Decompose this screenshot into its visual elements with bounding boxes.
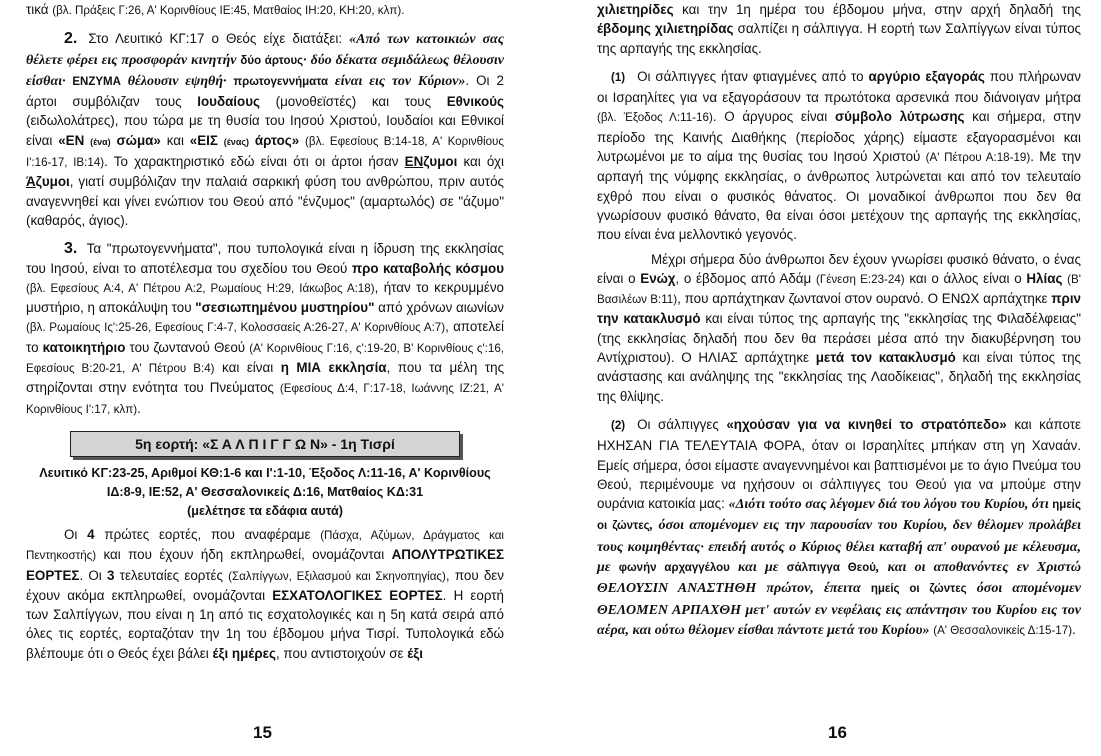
left-line-1: τικά (βλ. Πράξεις Γ:26, Α' Κορινθίους ΙΕ:45, Ματθαίος ΙΗ:20, ΚΗ:20, κλπ).	[26, 2, 405, 17]
left-paragraph-feasts: Οι 4 πρώτες εορτές, που αναφέραμε (Πάσχα, Αζύμων, Δράγματος και Πεντηκοστής) και που έχουν ήδη εκπληρωθεί, ονομάζονται ΑΠΟΛΥΤΡΩΤΙΚΕΣ ΕΟΡΤΕΣ. Οι 3 τελευταίες εορτές (Σαλπίγγων, Εξιλασμού και Σκηνοπηγίας), που δεν έχουν ακόμα εκπληρωθεί, ονομάζονται ΕΣΧΑΤΟΛΟΓΙΚΕΣ ΕΟΡΤΕΣ. Η εορτή των Σαλπίγγων, που είναι η 1η από τις εσχατολογικές και η 5η κατά σειρά από όλες τις εορτές, εορταζόταν την 1η του έβδομου μήνα Τισρί. Τυπολογικά εδώ βλέπουμε ότι ο Θεός έχει βάλει έξι ημέρες, που αντιστοιχούν σε έξι	[26, 526, 505, 661]
right-paragraph-enoch-elijah: Μέχρι σήμερα δύο άνθρωποι δεν έχουν γνωρίσει φυσικό θάνατο, ο ένας είναι ο Ενώχ, ο έβδομος από Αδάμ (Γένεση Ε:23-24) και ο άλλος είναι ο Ηλίας (Β' Βασιλέων Β:11), που αρπάχτηκαν ζωντανοί στον ουρανό. Ο ΕΝΩΧ αρπάχτηκε πριν την κατακλυσμό και είναι τύπος της αρπαγής της "εκκλησίας της Φιλαδέλφειας" (της εκκλησίας δηλαδή που δεν θα περάσει μέσα από την διακυβέρνηση του Αντίχριστου). Ο ΗΛΙΑΣ αρπάχτηκε μετά τον κατακλυσμό και είναι τύπος της ανάστασης και ανάληψης της "εκκλησίας της Λαοδίκειας", δηλαδή της εκκλησίας της θλίψης.	[597, 251, 1082, 404]
right-page	[597, 0, 1081, 640]
left-page	[26, 0, 504, 663]
feast-heading-box: 5η εορτή: «Σ Α Λ Π Ι Γ Γ Ω Ν» - 1η Τισρί	[70, 431, 460, 457]
right-paragraph-point-2: (2) Οι σάλπιγγες «ηχούσαν για να κινηθεί το στρατόπεδο» και κάποτε ΗΧΗΣΑΝ ΓΙΑ ΤΕΛΕΥΤΑΙΑ ΦΟΡΑ, όταν οι Ισραηλίτες μπήκαν στη γη Χαναάν. Εμείς σήμερα, όσοι είμαστε αναγεννημένοι και βαπτισμένοι με το άγιο Πνεύμα του Θεού, περιμένουμε να ηχήσουν οι σάλπιγγες του Θεού για να μπούμε στην ουράνια κατοικία μας: «Διότι τούτο σας λέγομεν διά του λόγου του Κυρίου, ότι ημείς οι ζώντες, όσοι απομένομεν εις την παρουσίαν του Κυρίου, δεν θέλομεν προλάβει τους κοιμηθέντας· επειδή αυτός ο Κύριος θέλει καταβή απ' ουρανού με κέλευσμα, με φωνήν αρχαγγέλου και με σάλπιγγα Θεού, και οι αποθανόντες εν Χριστώ ΘΕΛΟΥΣΙΝ ΑΝΑΣΤΗΘΗ πρώτον, έπειτα ημείς οι ζώντες όσοι απομένομεν ΘΕΛΟΜΕΝ ΑΡΠΑΧΘΗ μετ' αυτών εν νεφέλαις εις απάντησιν του Κυρίου εις τον αέρα, και ούτω θέλομεν είσθαι πάντοτε μετά του Κυρίου» (Α' Θεσσαλονικείς Δ:15-17).	[597, 416, 1082, 638]
page-number-left: 15	[253, 723, 272, 742]
right-paragraph-1: χιλιετηρίδες και την 1η ημέρα του έβδομου μήνα, στην αρχή δηλαδή της έβδομης χιλιετηρίδας σαλπίζει η σάλπιγγα. Η εορτή των Σαλπίγγων είναι τύπος της αρπαγής της εκκλησίας.	[597, 2, 1081, 56]
left-paragraph-3: 3. Τα "πρωτογεννήματα", που τυπολογικά είναι η ίδρυση της εκκλησίας του Ιησού, είναι το αποτέλεσμα του σχεδίου του Θεού προ καταβολής κόσμου (βλ. Εφεσίους Α:4, Α' Πέτρου Α:2, Ρωμαίους Η:29, Ιάκωβος Α:18), ήταν το κεκρυμμένο μυστήριο, η αποκάλυψη του "σεσιωπημένου μυστηρίου" από χρόνων αιωνίων (βλ. Ρωμαίους Ις':25-26, Εφεσίους Γ:4-7, Κολοσσαείς Α:26-27, Α' Κορινθίους Α:7), αποτελεί το κατοικητήριο του ζωντανού Θεού (Α' Κορινθίους Γ:16, ς':19-20, Β' Κορινθίους ς':16, Εφεσίους Β:20-21, Α' Πέτρου Β:4) και είναι η ΜΙΑ εκκλησία, που τα μέλη της στηρίζονται στην ενότητα του Πνεύματος (Εφεσίους Δ:4, Γ:17-18, Ιωάννης ΙΖ:21, Α' Κορινθίους Ι':17, κλπ).	[26, 240, 505, 416]
left-paragraph-2: 2. Στο Λευιτικό ΚΓ:17 ο Θεός είχε διατάξει: «Από των κατοικιών σας θέλετε φέρει εις προσφοράν κινητήν δύο άρτους· δύο δέκατα σεμιδάλεως θέλουσιν είσθαι· ΕΝΖΥΜΑ θέλουσιν εψηθή· πρωτογεννήματα είναι εις τον Κύριον». Οι 2 άρτοι συμβόλιζαν τους Ιουδαίους (μονοθεϊστές) και τους Εθνικούς (ειδωλολάτρες), που τώρα με τη θυσία του Ιησού Χριστού, Ιουδαίοι και Εθνικοί είναι «ΕΝ (ένα) σώμα» και «ΕΙΣ (ένας) άρτος» (βλ. Εφεσίους Β:14-18, Α' Κορινθίους Ι':16-17, ΙΒ:14). Το χαρακτηριστικό εδώ είναι ότι οι άρτοι ήσαν ΕΝζυμοι και όχι Άζυμοι, γιατί συμβόλιζαν την παλαιά σαρκική φύση του ανθρώπου, πριν αυτός αναγεννηθεί και γίνει ενώπιον του Θεού από "ένζυμος" (αμαρτωλός) σε "άζυμο" (καθαρός, άγιος).	[26, 30, 505, 228]
right-paragraph-point-1: (1) Οι σάλπιγγες ήταν φτιαγμένες από το αργύριο εξαγοράς που πλήρωναν οι Ισραηλίτες για να εξαγοράσουν τα πρωτότοκα αρσενικά που διάνοιγαν μήτρα (βλ. Έξοδος Λ:11-16). Ο άργυρος είναι σύμβολο λύτρωσης και σήμερα, στην περίοδο της Καινής Διαθήκης (περίοδος χάρης) είμαστε εξαγορασμένοι και λυτρωμένοι με το αίμα της θυσίας του Ιησού Χριστού (Α' Πέτρου Α:18-19). Με την αρπαγή της νύμφης εκκλησίας, ο άνθρωπος λυτρώνεται και από τον τελευταίο εχθρό που είναι ο φυσικός θάνατος. Οι μοναδικοί άνθρωποι που δεν θα γνωρίσουν φυσικό θάνατο, θα είναι όσοι μετέχουν της αρπαγής της εκκλησίας, που είναι ένα μελλοντικό γεγονός.	[597, 68, 1081, 243]
page-number-right: 16	[828, 723, 847, 742]
scripture-references-list: Λευιτικό ΚΓ:23-25, Αριθμοί ΚΘ:1-6 και Ι':1-10, Έξοδος Λ:11-16, Α' Κορινθίους ΙΔ:8-9, ΙΕ:52, Α' Θεσσαλονικείς Δ:16, Ματθαίος ΚΔ:31	[39, 465, 491, 499]
scripture-references	[26, 464, 504, 521]
study-note: (μελέτησε τα εδάφια αυτά)	[187, 503, 343, 518]
